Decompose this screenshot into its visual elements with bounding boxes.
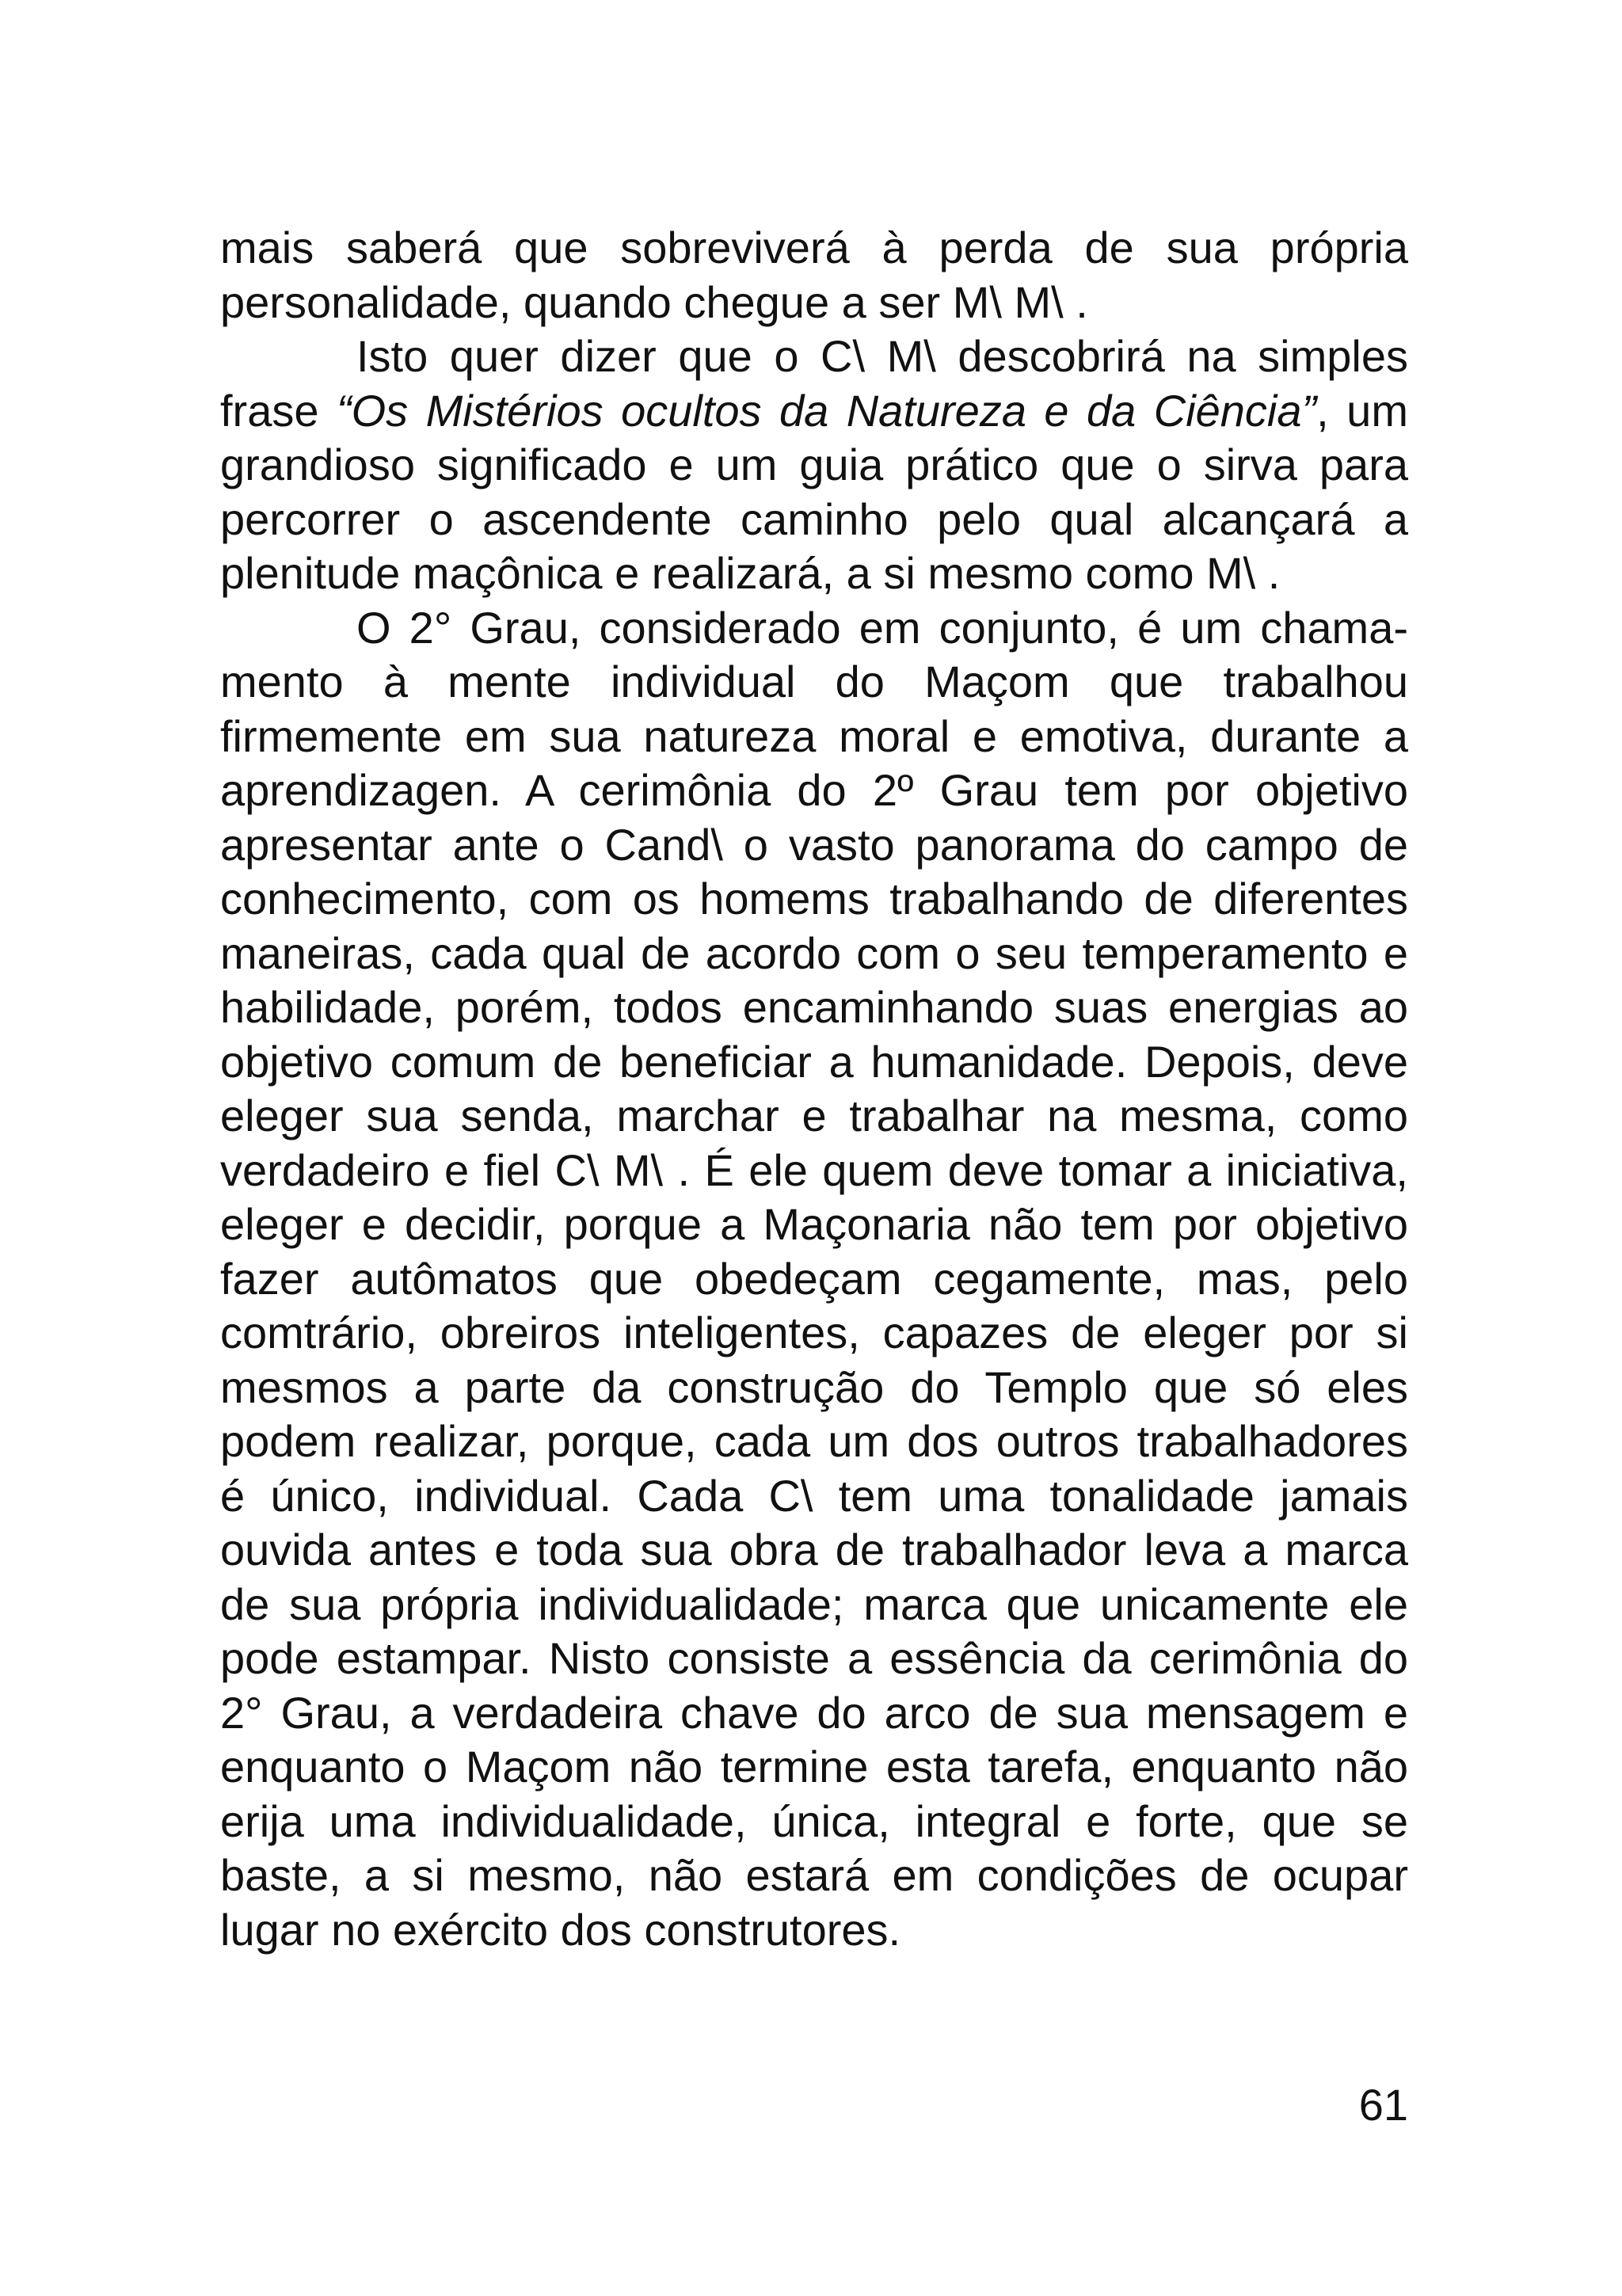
paragraph-3: O 2° Grau, considerado em conjunto, é um chamamento à mente individual do Maçom que trabalhou firmemente em sua natureza moral e emotiva, durante a aprendizagen. A cerimônia do 2º Grau tem por objetivo apresentar ante o Cand\ o vasto panorama do campo de conhecimento, com os homems trabalhando de diferentes maneiras, cada qual de acordo com o seu temperamento e habilidade, porém, todos encaminhando suas energias ao objetivo comum de beneficiar a humanidade. Depois, deve eleger sua senda, marchar e trabalhar na mesma, como verdadeiro e fiel C\ M\ . É ele quem deve tomar a iniciativa, eleger e decidir, porque a Maçonaria não tem por objetivo fazer autômatos que obedeçam cegamente, mas, pelo comtrário, obreiros inteligentes, capazes de eleger por si mesmos a parte da construção do Templo que só eles podem realizar, porque, cada um dos outros trabalhadores é único, individual. Cada C\ tem uma tonalidade jamais ouvida antes e toda sua obra de trabalhador leva a marca de sua própria individualidade; marca que unicamente ele pode estampar. Nisto consiste a essência da cerimônia do 2° Grau, a verdadeira chave do arco de sua mensagem e enquanto o Maçom não termine esta tarefa, enquanto não erija uma individualidade, única, integral e forte, que se baste, a si mesmo, não estará em condições de ocupar lugar no exército dos construtores. bbox=[220, 602, 1408, 1955]
paragraph-2 bbox=[220, 329, 1408, 601]
quoted-phrase: “Os Mistérios ocultos da Natureza e da Ciência” bbox=[336, 385, 1317, 436]
page-number: 61 bbox=[1358, 2080, 1408, 2130]
paragraph-2-tail-text: , um grandioso significado e um guia prático que o sirva para percorrer o ascendente caminho pelo qual alcançará a plenitude maçônica e realizará, a si mesmo como M\ . bbox=[220, 385, 1408, 598]
paragraph-1: mais saberá que sobreviverá à perda de sua própria personalidade, quando chegue a ser M\ M\ . bbox=[220, 223, 1408, 327]
body-text bbox=[220, 221, 1408, 1957]
paragraph-2-lead-text: Isto quer dizer que o C\ M\ descobrirá na simples frase bbox=[220, 331, 1408, 436]
